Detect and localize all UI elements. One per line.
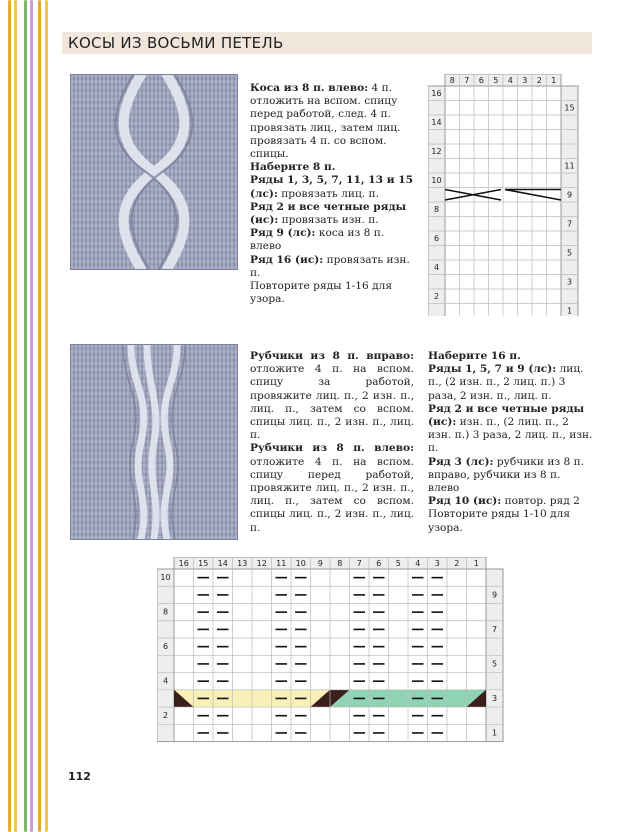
page-number: 112 xyxy=(68,770,91,783)
row16-text: провязать изн. п. xyxy=(250,253,410,279)
chart2-col-label: 11 xyxy=(276,559,287,568)
chart1-row-label-right: 7 xyxy=(566,219,573,229)
section2-text-right xyxy=(428,350,594,535)
chart1-row-label-right: 1 xyxy=(566,306,573,316)
chart1-row-label-left: 2 xyxy=(433,291,440,301)
rib-left-text: отложите 4 п. на вспом. спицу перед работой, провяжите лиц. п., 2 изн. п., лиц. п., затем со вспом. спицы лиц. п., 2 изн. п., лиц. п. xyxy=(250,455,414,534)
section1-text xyxy=(250,82,416,306)
even-rows-title: Ряд 2 и все четные ряды (ис): xyxy=(250,200,407,227)
cable-left-text: 4 п. отложить на вспом. спицу перед работой, след. 4 п. провязать лиц., затем лиц. провязать 4 п. со вспом. спицы. xyxy=(250,82,401,161)
chart1-row-label-left: 14 xyxy=(431,117,442,127)
chart1-col-label: 4 xyxy=(507,76,513,85)
chart1-8-stitch-cable xyxy=(428,74,584,320)
chart2-row-label-left: 2 xyxy=(162,711,169,721)
chart2-col-label: 8 xyxy=(337,559,343,568)
chart2-row-label-left: 8 xyxy=(162,607,169,617)
chart1-col-label: 2 xyxy=(536,76,542,85)
chart1-row-label-left: 4 xyxy=(433,262,440,272)
yarn-strand-green xyxy=(24,0,27,832)
chart2-col-label: 4 xyxy=(415,559,421,568)
chart2-row-label-left: 4 xyxy=(162,676,169,686)
yarn-strand-orange xyxy=(8,0,11,832)
chart2-col-label: 16 xyxy=(178,559,189,568)
chart2-col-label: 15 xyxy=(198,559,209,568)
chart1-row-label-right: 15 xyxy=(564,103,575,113)
chart1-row-label-left: 12 xyxy=(431,146,442,156)
odd-rows-title: Ряды 1, 3, 5, 7, 11, 13 и 15 (лс): xyxy=(250,174,413,200)
row16-title: Ряд 16 (ис): xyxy=(250,253,324,266)
row10-title: Ряд 10 (ис): xyxy=(428,495,502,508)
yarn-strand-yellow xyxy=(14,0,17,832)
row3-text: рубчики из 8 п. вправо, рубчики из 8 п. влево xyxy=(428,455,585,495)
chart1-row-label-right: 9 xyxy=(566,190,573,200)
row9-text: коса из 8 п. влево xyxy=(250,227,385,253)
chart1-col-label: 3 xyxy=(522,76,528,85)
cable-knit-photo xyxy=(70,74,238,270)
cast-on-16: Наберите 16 п. xyxy=(428,350,521,362)
chart2-row-label-right: 5 xyxy=(491,659,498,669)
chart1-row-label-right: 5 xyxy=(566,248,573,258)
chart2-row-label-right: 9 xyxy=(491,590,498,600)
chart2-col-label: 2 xyxy=(454,559,460,568)
page-title: КОСЫ ИЗ ВОСЬМИ ПЕТЕЛЬ xyxy=(68,34,284,52)
chart2-row-label-left: 6 xyxy=(162,642,169,652)
chart1-row-label-left: 8 xyxy=(433,204,440,214)
chart2-row-label-left: 10 xyxy=(160,573,171,583)
yarn-strand-lilac xyxy=(30,0,33,832)
chart2-col-label: 3 xyxy=(434,559,440,568)
chart2-col-label: 9 xyxy=(317,559,323,568)
chart2-col-label: 10 xyxy=(295,559,306,568)
rib-left-title: Рубчики из 8 п. влево: xyxy=(250,442,414,455)
rib-right-title: Рубчики из 8 п. вправо: xyxy=(250,350,414,362)
repeat-note-2: Повторите ряды 1-10 для узора. xyxy=(428,508,571,534)
section2-text-left xyxy=(250,350,414,535)
chart2-col-label: 6 xyxy=(376,559,382,568)
row10-text: повтор. ряд 2 xyxy=(501,495,580,508)
chart2-col-label: 5 xyxy=(395,559,401,568)
cable-left-title: Коса из 8 п. влево: xyxy=(250,82,369,94)
chart1-col-label: 1 xyxy=(551,76,557,85)
chart1-col-label: 5 xyxy=(493,76,499,85)
row9-title: Ряд 9 (лс): xyxy=(250,227,316,240)
rib-right-text: отложите 4 п. на вспом. спицу за работой, провяжите лиц. п., 2 изн. п., лиц. п., затем со вспом. спицы лиц. п., 2 изн. п., лиц. п. xyxy=(250,363,414,442)
rows-1579-title: Ряды 1, 5, 7 и 9 (лс): xyxy=(428,363,557,376)
rows-1579-text: лиц. п., (2 изн. п., 2 лиц. п.) 3 раза, 2 изн. п., лиц. п. xyxy=(428,363,584,402)
chart1-row-label-left: 16 xyxy=(431,88,442,98)
yarn-strand-yellow-2 xyxy=(45,0,48,832)
even-rows-title-2: Ряд 2 и все четные ряды (ис): xyxy=(428,402,585,429)
chart2-row-label-right: 1 xyxy=(491,728,498,738)
chart1-row-label-right: 11 xyxy=(564,161,575,171)
repeat-note-1: Повторите ряды 1-16 для узора. xyxy=(250,280,393,306)
chart1-col-label: 6 xyxy=(478,76,484,85)
even-rows-text: провязать изн. п. xyxy=(278,214,379,227)
chart1-col-label: 8 xyxy=(449,76,455,85)
chart2-col-label: 14 xyxy=(217,559,228,568)
chart2-col-label: 13 xyxy=(237,559,248,568)
even-rows-text-2: изн. п., (2 лиц. п., 2 изн. п.) 3 раза, 2 лиц. п., изн. п. xyxy=(428,416,593,455)
chart2-col-label: 12 xyxy=(256,559,267,568)
chart1-col-label: 7 xyxy=(464,76,470,85)
rib-cable-photo xyxy=(70,344,238,540)
chart1-row-label-right: 3 xyxy=(566,277,573,287)
odd-rows-text: провязать лиц. п. xyxy=(277,187,379,200)
row3-title: Ряд 3 (лс): xyxy=(428,455,494,468)
chart2-col-label: 1 xyxy=(473,559,479,568)
chart2-col-label: 7 xyxy=(356,559,362,568)
chart2-row-label-right: 3 xyxy=(491,693,498,703)
chart1-row-label-left: 6 xyxy=(433,233,440,243)
yarn-strand-orange-2 xyxy=(38,0,41,832)
chart2-row-label-right: 7 xyxy=(491,624,498,634)
chart1-row-label-left: 10 xyxy=(431,175,442,185)
cast-on-8: Наберите 8 п. xyxy=(250,161,336,174)
chart2-rib-cable xyxy=(157,557,505,753)
